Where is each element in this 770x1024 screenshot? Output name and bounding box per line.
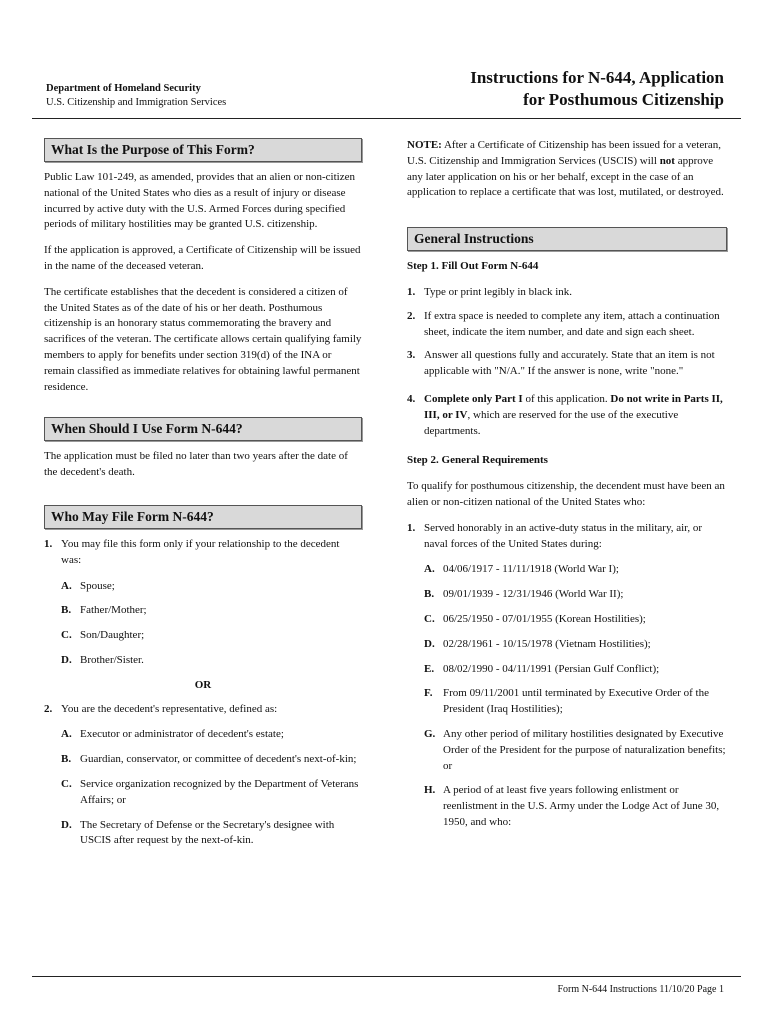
plain-text: of this application. (522, 392, 611, 405)
list-item (424, 783, 727, 830)
list-number: 1. (407, 521, 416, 534)
list-item (424, 562, 727, 578)
list-item (424, 662, 727, 678)
list-text: The Secretary of Defense or the Secretary's designee with USCIS after request by the next-of-kin. (80, 818, 335, 847)
list-number: 2. (407, 309, 416, 322)
list-number: 2. (44, 702, 53, 715)
emphasis-text: Complete only Part I (424, 392, 523, 405)
when-paragraph: The application must be filed no later than two years after the date of the decedent's death. (44, 450, 348, 479)
list-item (61, 727, 362, 743)
or-separator: OR (194, 678, 212, 691)
list-letter: B. (61, 604, 72, 617)
section-heading-general: General Instructions (407, 227, 727, 251)
list-letter: D. (424, 637, 435, 650)
list-letter: B. (61, 753, 72, 766)
list-text: A period of at least five years following enlistment or reenlistment in the U.S. Army under the Lodge Act of June 30, 1950, and who: (443, 784, 720, 828)
section-heading-who: Who May File Form N-644? (44, 505, 362, 529)
list-text: 06/25/1950 - 07/01/1955 (Korean Hostilities); (443, 612, 646, 625)
purpose-paragraph-3: The certificate establishes that the decedent is considered a citizen of the United States as of the date of his or her death. Posthumous citizenship is an honorary status commemorating the bravery and sacrifices of the veteran. The certificate allows certain qualifying family members to apply for benefits under section 319(d) of the INA or remain classified as immediate relatives for obtaining lawful permanent residence. (44, 285, 362, 393)
list-text: 04/06/1917 - 11/11/1918 (World War I); (443, 563, 619, 576)
list-item (61, 752, 362, 768)
list-letter: F. (424, 687, 433, 700)
list-item (407, 392, 727, 439)
list-letter: B. (424, 588, 435, 601)
list-text: Brother/Sister. (80, 653, 144, 666)
list-letter: A. (61, 579, 72, 592)
list-text: From 09/11/2001 until terminated by Executive Order of the President (Iraq Hostilities); (443, 687, 709, 716)
list-item (424, 612, 727, 628)
list-text: Son/Daughter; (80, 629, 145, 642)
list-text: Executor or administrator of decedent's estate; (80, 728, 284, 741)
list-item (407, 309, 727, 341)
list-letter: A. (61, 728, 72, 741)
list-number: 1. (44, 537, 53, 550)
purpose-paragraph-2: If the application is approved, a Certificate of Citizenship will be issued in the name of the deceased veteran. (44, 244, 361, 272)
note-text-b: approve any later application on his or her behalf, except in the case of an application to replace a certificate that was lost, mutilated, or destroyed. (407, 154, 724, 199)
list-item (61, 628, 362, 644)
list-text: Father/Mother; (80, 604, 147, 617)
list-text: Spouse; (80, 579, 115, 592)
list-letter: A. (424, 563, 435, 576)
emphasis-text: Do not write in Parts II, III, or IV (424, 392, 723, 421)
list-text (424, 392, 727, 439)
list-letter: C. (61, 777, 72, 790)
list-letter: C. (61, 629, 72, 642)
list-item (61, 579, 362, 595)
list-text: Answer all questions fully and accurately. State that an item is not applicable with "N/A." If the answer is none, write "none." (424, 349, 715, 378)
purpose-paragraph-1: Public Law 101-249, as amended, provides that an alien or non-citizen national of the United States who dies as a result of injury or disease incurred by active duty with the U.S. Armed Forces during specified periods of military hostilities may be granted U.S. citizenship. (44, 171, 355, 231)
title-line-1: Instructions for N-644, Application (470, 68, 724, 87)
right-column (407, 138, 727, 840)
list-item (424, 686, 727, 718)
plain-text: , which are reserved for the use of the executive departments. (424, 408, 679, 437)
list-number: 1. (407, 285, 416, 298)
footer-rule (32, 976, 741, 977)
list-item (61, 777, 362, 809)
list-text: Any other period of military hostilities designated by Executive Order of the President for the purpose of naturalization benefits; or (443, 727, 726, 772)
title-line-2: for Posthumous Citizenship (523, 90, 724, 109)
page-title (470, 67, 724, 111)
left-column (44, 138, 362, 858)
header-rule (32, 118, 741, 119)
section-heading-purpose: What Is the Purpose of This Form? (44, 138, 362, 162)
note-text-a: After a Certificate of Citizenship has been issued for a veteran, U.S. Citizenship and Immigration Services (USCIS) will (407, 139, 722, 167)
list-letter: D. (61, 818, 72, 831)
list-item (61, 818, 362, 850)
note-emphasis: not (659, 154, 675, 167)
list-letter: G. (424, 727, 436, 740)
list-item (424, 637, 727, 653)
list-item (407, 521, 727, 553)
list-text: 02/28/1961 - 10/15/1978 (Vietnam Hostilities); (443, 637, 651, 650)
list-letter: D. (61, 653, 72, 666)
list-text: Guardian, conservator, or committee of decedent's next-of-kin; (80, 753, 357, 766)
agency-subname: U.S. Citizenship and Immigration Services (46, 97, 227, 108)
list-letter: H. (424, 784, 436, 797)
agency-block (46, 82, 226, 110)
list-text: You may file this form only if your relationship to the decedent was: (61, 537, 340, 566)
list-item (44, 702, 362, 718)
section-heading-when: When Should I Use Form N-644? (44, 417, 362, 441)
list-item (44, 537, 362, 569)
list-text: 08/02/1990 - 04/11/1991 (Persian Gulf Conflict); (443, 662, 660, 675)
list-letter: C. (424, 612, 435, 625)
list-item (407, 348, 727, 380)
step-2-heading: Step 2. General Requirements (407, 454, 548, 467)
step-1-heading: Step 1. Fill Out Form N-644 (407, 260, 539, 273)
note-paragraph (407, 138, 727, 201)
list-text: Service organization recognized by the Department of Veterans Affairs; or (80, 777, 359, 806)
page-footer: Form N-644 Instructions 11/10/20 Page 1 (557, 984, 724, 995)
list-item (61, 603, 362, 619)
list-number: 3. (407, 349, 416, 362)
list-item (424, 727, 727, 774)
list-item (61, 653, 362, 669)
step-2-intro: To qualify for posthumous citizenship, the decendent must have been an alien or non-citizen national of the United States who: (407, 480, 725, 508)
list-item (424, 587, 727, 603)
list-text: Served honorably in an active-duty status in the military, air, or naval forces of the United States during: (424, 521, 703, 550)
agency-name: Department of Homeland Security (46, 83, 201, 94)
list-item (407, 285, 727, 301)
list-number: 4. (407, 392, 416, 405)
list-text: Type or print legibly in black ink. (424, 285, 573, 298)
list-text: You are the decedent's representative, defined as: (61, 702, 278, 715)
list-letter: E. (424, 662, 435, 675)
note-label: NOTE: (407, 139, 442, 151)
list-text: 09/01/1939 - 12/31/1946 (World War II); (443, 588, 624, 601)
list-text: If extra space is needed to complete any item, attach a continuation sheet, indicate the item number, and date and sign each sheet. (424, 309, 720, 338)
